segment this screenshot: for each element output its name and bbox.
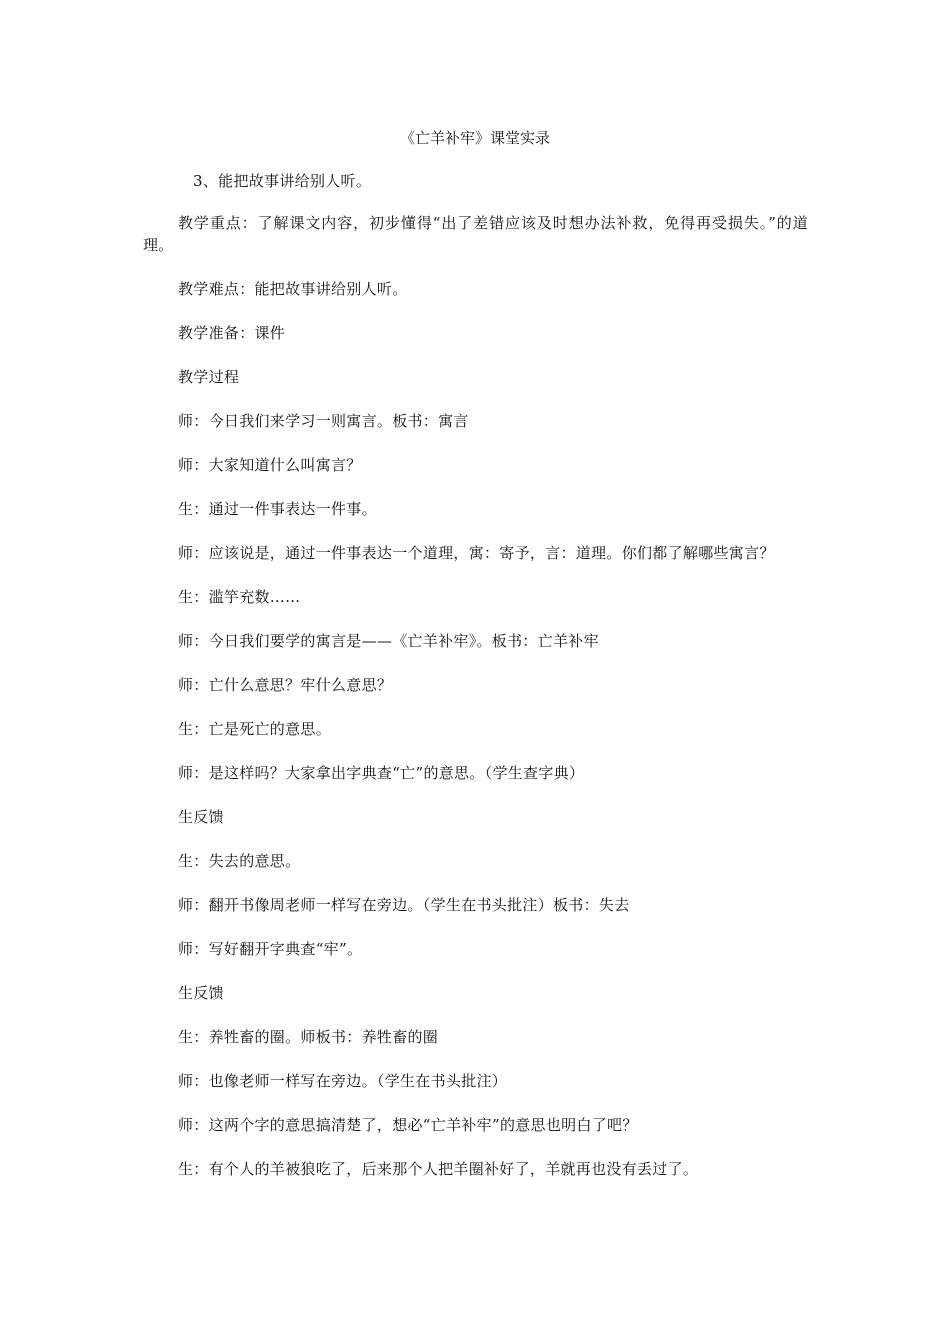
paragraph: 师：应该说是，通过一件事表达一个道理，寓：寄予，言：道理。你们都了解哪些寓言？ xyxy=(178,544,775,562)
document-body xyxy=(143,170,808,1202)
paragraph: 师：今日我们要学的寓言是——《亡羊补牢》。板书：亡羊补牢 xyxy=(178,632,599,650)
document-title: 《亡羊补牢》课堂实录 xyxy=(399,129,550,147)
paragraph: 3、能把故事讲给别人听。 xyxy=(193,172,372,190)
paragraph: 生：滥竽充数…… xyxy=(178,588,301,606)
paragraph: 生：失去的意思。 xyxy=(178,852,301,870)
paragraph: 生：养牲畜的圈。师板书：养牲畜的圈 xyxy=(178,1028,439,1046)
paragraph: 生：通过一件事表达一件事。 xyxy=(178,500,377,518)
paragraph: 师：翻开书像周老师一样写在旁边。（学生在书头批注）板书：失去 xyxy=(178,896,630,914)
paragraph: 师：今日我们来学习一则寓言。板书：寓言 xyxy=(178,412,469,430)
paragraph: 教学过程 xyxy=(178,368,240,386)
paragraph: 教学准备：课件 xyxy=(178,324,286,342)
paragraph: 生反馈 xyxy=(178,984,224,1002)
paragraph: 生反馈 xyxy=(178,808,224,826)
paragraph: 师：大家知道什么叫寓言？ xyxy=(178,456,362,474)
paragraph: 师：这两个字的意思搞清楚了，想必“亡羊补牢”的意思也明白了吧？ xyxy=(178,1116,638,1134)
paragraph: 教学重点：了解课文内容，初步懂得“出了差错应该及时想办法补救，免得再受损失。”的道理。 xyxy=(143,214,808,254)
paragraph: 师：亡什么意思？牢什么意思？ xyxy=(178,676,393,694)
paragraph: 师：是这样吗？大家拿出字典查“亡”的意思。（学生查字典） xyxy=(178,764,585,782)
paragraph: 教学难点：能把故事讲给别人听。 xyxy=(178,280,408,298)
paragraph: 师：写好翻开字典查“牢”。 xyxy=(178,940,363,958)
paragraph: 生：有个人的羊被狼吃了，后来那个人把羊圈补好了，羊就再也没有丢过了。 xyxy=(178,1160,699,1178)
paragraph: 师：也像老师一样写在旁边。（学生在书头批注） xyxy=(178,1072,508,1090)
paragraph: 生：亡是死亡的意思。 xyxy=(178,720,332,738)
